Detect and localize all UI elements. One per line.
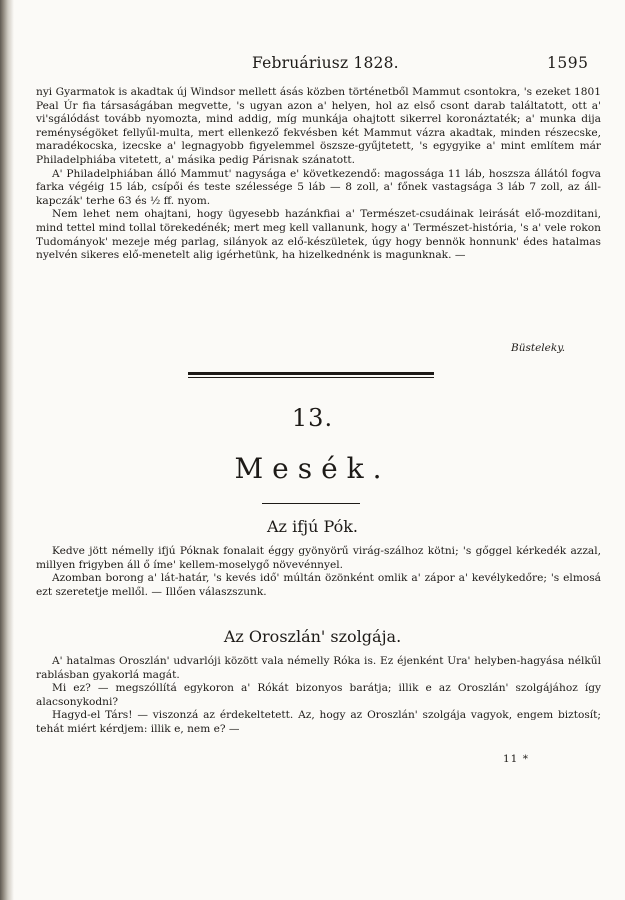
fable-title: Az ifjú Pók. — [267, 517, 358, 536]
article-paragraph: A' Philadelphiában álló Mammut' nagysága e' következendő: magossága 11 láb, hoszsza állától fogva farka végéig 15 láb, csípői és teste szélessége 5 láb — 8 zoll, a' főnek vastagsága 3 láb 7 zoll, az áll-kapczák' terhe 63 és ½ ff. nyom. — [36, 167, 601, 207]
printer-signature-mark: 11 * — [503, 753, 529, 765]
article-paragraph: nyi Gyarmatok is akadtak új Windsor mellett ásás közben történetből Mammut csontokra, 's ezeket 1801 Peal Úr fia társaságában megvette, 's ugyan azon a' helyen, hol az első csont darab találtatott, ott a' vi'sgálódást tovább nyomozta, mind addig, míg munkája ohajtott sikerrel koronáztaték; a' munka dija reménységöket fellyűl-multa, mert ellenkező fekvésben két Mammut vázra akadtak, minden részecske, maradékocska, izecske a' legnagyobb figyelemmel öszsze-gyűjtetett, 's egygyike a' mint említem már Philadelphiába vitetett, a' másika pedig Párisnak szánatott. — [36, 86, 601, 166]
article-paragraph: Nem lehet nem ohajtani, hogy ügyesebb hazánkfiai a' Természet-csudáinak leirását elő-mozditani, mind tettel mind tollal törekedénék; mert meg kell vallanunk, hogy a' Természet-história, 's a' vele rokon Tudományok' mezeje még parlag, silányok az elő-készületek, úgy hogy bennök honnunk' édes hatalmas nyelvén sikeres elő-menetelt alig igérhetünk, ha hizelkednénk is magunknak. — — [36, 208, 601, 262]
page-binding-edge — [0, 0, 14, 900]
section-number: 13. — [291, 404, 334, 432]
fable-paragraph: Azomban borong a' lát-határ, 's kevés idő' múltán özönként omlik a' zápor a' kevélykedőre; 's elmosá ezt szeretetje mellől. — Illően válaszszunk. — [36, 572, 601, 598]
page-number: 1595 — [547, 54, 589, 72]
title-underline — [262, 503, 360, 504]
page-header — [0, 54, 625, 78]
fable-paragraph: Mi ez? — megszóllítá egykoron a' Rókát bizonyos barátja; illik e az Oroszlán' szolgájához így alacsonykodni? — [36, 682, 601, 708]
author-signature: Büsteleky. — [511, 342, 566, 354]
section-divider-thick — [188, 372, 434, 375]
fable-paragraph: Hagyd-el Társ! — viszonzá az érdekeltetett. Az, hogy az Oroszlán' szolgája vagyok, engem biztosít; tehát miért kérdjem: illik e, nem e? — — [36, 709, 601, 735]
header-title: Februáriusz 1828. — [252, 54, 399, 72]
section-title: Mesék. — [234, 452, 391, 485]
section-divider-thin — [188, 377, 434, 378]
fable-paragraph: Kedve jött némelly ifjú Póknak fonalait éggy gyönyörű virág-szálhoz kötni; 's gőggel kérkedék azzal, millyen frigyben áll ő íme' kellem-moselygő növevénnyel. — [36, 545, 601, 571]
fable-title: Az Oroszlán' szolgája. — [223, 627, 402, 646]
fable-paragraph: A' hatalmas Oroszlán' udvarlóji között vala némelly Róka is. Ez éjenként Ura' helyben-hagyása nélkűl rablásban gyakorlá magát. — [36, 655, 601, 681]
fable-text — [36, 545, 601, 599]
article-body — [36, 86, 601, 263]
fable-text — [36, 655, 601, 737]
